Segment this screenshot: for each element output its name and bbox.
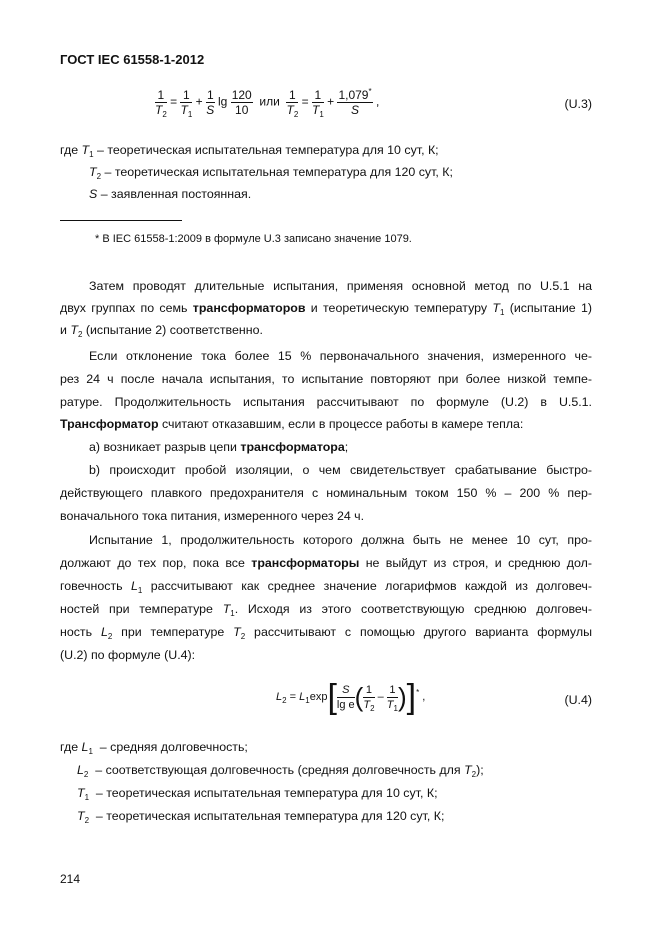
equation-number: (U.4) xyxy=(564,693,592,707)
fraction: $\frac{S}{\text{lg e}}$ xyxy=(336,683,355,711)
paragraph-line: Если отклонение тока более 15 % первоначального значения, измеренного че- xyxy=(89,349,592,363)
paragraph-line: говечность $L_1$ рассчитывают как среднее значение логарифмов каждой из долговеч- xyxy=(60,579,593,595)
paragraph-line: Испытание 1, продолжительность которого должна быть не менее 10 сут, про- xyxy=(89,533,592,547)
equation-u3: $\frac{1}{T_2}$ = $\frac{1}{T_1}$ + $\frac{1}{S}$ lg $\frac{120}{10}$ или $\frac{1}{T_2}$ = $\frac{1}{T_1}$ + $\frac{1,079^*}{S}$ , xyxy=(155,87,380,119)
paragraph-line: рез 24 ч после начала испытания, то испытание повторяют при более низкой темпе- xyxy=(60,372,592,386)
definition-line: $L_2$ – соответствующая долговечность (средняя долговечность для $T_2$); xyxy=(77,763,484,779)
fraction: $\frac{1}{T_1}$ xyxy=(386,683,398,713)
definition-line: $T_2$ – теоретическая испытательная температура для 120 сут, К; xyxy=(77,809,445,825)
paragraph-line: Трансформатор считают отказавшим, если в процессе работы в камере тепла: xyxy=(60,417,524,431)
paragraph-line: действующего плавкого предохранителя с номинальным током 150 % – 200 % пер- xyxy=(60,486,592,500)
list-item: b) происходит пробой изоляции, о чем свидетельствует срабатывание быстро- xyxy=(89,463,592,477)
paragraph-line: ратуре. Продолжительность испытания рассчитывают по формуле (U.2) в U.5.1. xyxy=(60,395,592,409)
fraction: $\frac{1}{T_2}$ xyxy=(286,88,299,119)
definition-line: где $T_1$ – теоретическая испытательная температура для 10 сут, К; xyxy=(60,143,439,159)
list-item: а) возникает разрыв цепи трансформатора; xyxy=(89,440,349,454)
fraction: $\frac{1}{T_1}$ xyxy=(311,88,324,119)
paragraph-line: (U.2) по формуле (U.4): xyxy=(60,648,196,662)
definition-line: S – заявленная постоянная. xyxy=(89,187,252,201)
paragraph-line: и $T_2$ (испытание 2) соответственно. xyxy=(60,323,263,339)
paragraph-line: ностей при температуре $T_1$. Исходя из этого соответствующую среднюю долговеч- xyxy=(60,602,592,618)
fraction: $\frac{1}{T_1}$ xyxy=(180,88,193,119)
definition-line: $T_2$ – теоретическая испытательная температура для 120 сут, К; xyxy=(89,165,453,181)
footnote: * В IEC 61558-1:2009 в формуле U.3 записано значение 1079. xyxy=(95,233,412,245)
paragraph-line: воначального тока питания, измеренного через 24 ч. xyxy=(60,509,365,523)
paragraph-line: должают до тех пор, пока все трансформаторы не выйдут из строя, и среднюю дол- xyxy=(60,556,593,570)
fraction: $\frac{1,079^*}{S}$ xyxy=(338,87,372,117)
paragraph-line: Затем проводят длительные испытания, применяя основной метод по U.5.1 на xyxy=(89,279,592,293)
fraction: $\frac{1}{T_2}$ xyxy=(155,88,167,119)
fraction: $\frac{120}{10}$ xyxy=(231,88,252,117)
definition-line: где $L_1$ – средняя долговечность; xyxy=(60,740,248,756)
page-number: 214 xyxy=(60,872,81,886)
fraction: $\frac{1}{S}$ xyxy=(206,88,215,117)
paragraph-line: ность $L_2$ при температуре $T_2$ рассчитывают с помощью другого варианта формулы xyxy=(60,625,592,641)
fraction: $\frac{1}{T_2}$ xyxy=(363,683,375,713)
document-header: ГОСТ IEC 61558-1-2012 xyxy=(60,52,205,67)
footnote-divider xyxy=(60,220,182,221)
paragraph-line: двух группах по семь трансформаторов и теоретическую температуру $T_1$ (испытание 1) xyxy=(60,301,592,317)
definition-line: $T_1$ – теоретическая испытательная температура для 10 сут, К; xyxy=(77,786,438,802)
equation-number: (U.3) xyxy=(564,97,592,111)
equation-u4: $L_2 = L_1\exp$[ $\frac{S}{\text{lg e}}$ ( $\frac{1}{T_2}$ – $\frac{1}{T_1}$ )]* , xyxy=(276,678,426,716)
